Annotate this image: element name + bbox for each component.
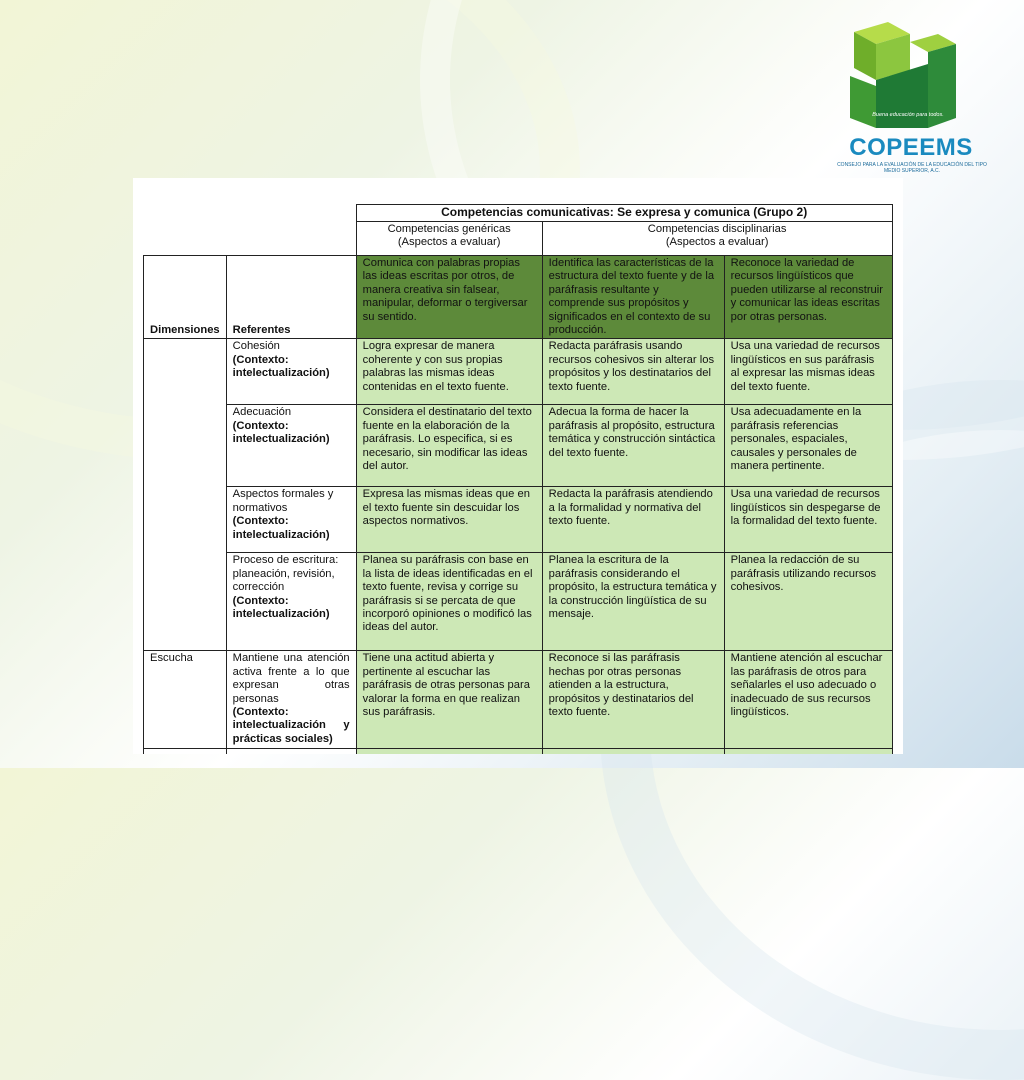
table-title: Competencias comunicativas: Se expresa y comunica (Grupo 2) xyxy=(356,205,892,222)
generic-cell: Tiene una actitud abierta y pertinente al escuchar las paráfrasis de otras personas para valorar la forma en que realizan sus paráfrasis. xyxy=(356,651,542,749)
referente-name: Cohesión xyxy=(232,340,280,353)
referente-context: (Contexto: intelectualización y prácticas sociales) xyxy=(232,706,350,745)
referente-context: (Contexto: intelectualización) xyxy=(232,594,330,621)
table-row xyxy=(144,651,893,749)
logo-tagline: Buena educación para todos. xyxy=(872,112,944,118)
generic-cell: Expresa las mismas ideas que en el texto fuente sin descuidar los aspectos normativos. xyxy=(356,487,542,553)
competence-cell: Reconoce la variedad de recursos lingüísticos que pueden utilizarse al reconstruir y comunicar las ideas escritas por otras personas. xyxy=(724,256,892,339)
competencias-table xyxy=(143,204,893,754)
dimension-cell xyxy=(144,339,227,651)
disciplinary-cell: Planea la redacción de su paráfrasis utilizando recursos cohesivos. xyxy=(724,553,892,651)
referente-context: (Contexto: intelectualización) xyxy=(232,353,330,380)
referente-name: Aspectos formales y normativos xyxy=(232,488,334,514)
disciplinary-cell: Reconoce si las paráfrasis hechas por otras personas atienden a la estructura, propósitos y destinatarios del texto fuente. xyxy=(542,651,724,749)
disciplinary-cell: Mantiene atención al escuchar las paráfrasis de otros para señalarles el uso adecuado o inadecuado de sus recursos lingüísticos. xyxy=(724,651,892,749)
table-row xyxy=(144,405,893,487)
table-row xyxy=(144,749,893,754)
disciplinary-cell: Usa adecuadamente en la paráfrasis referencias personales, espaciales, causales y personales de manera pertinente. xyxy=(724,405,892,487)
dimensiones-header: Dimensiones xyxy=(144,256,227,339)
referente-name: Proceso de escritura: planeación, revisión, corrección xyxy=(232,554,339,594)
col-header-sub: (Aspectos a evaluar) xyxy=(397,236,501,249)
referente-cell xyxy=(226,553,356,651)
referente-cell xyxy=(226,651,356,749)
referentes-header: Referentes xyxy=(226,256,356,339)
referente-context: (Contexto: intelectualización) xyxy=(232,419,330,446)
col-header-sub: (Aspectos a evaluar) xyxy=(665,236,769,249)
dimension-cell: Escucha xyxy=(144,651,227,749)
referente-context: (Contexto: intelectualización) xyxy=(232,515,330,541)
table-row xyxy=(144,553,893,651)
logo-wordmark: COPEEMS xyxy=(849,134,973,161)
col-header-disciplinares xyxy=(542,222,892,256)
generic-cell: Considera el destinatario del texto fuente en la elaboración de la paráfrasis. Lo especifica, si es necesario, sin modificar las ideas del autor. xyxy=(356,405,542,487)
col-header-label: Competencias disciplinarias xyxy=(647,223,787,235)
disciplinary-cell: Usa una variedad de recursos lingüísticos en sus paráfrasis al expresar las mismas ideas del texto fuente. xyxy=(724,339,892,405)
disciplinary-cell: Adecua la forma de hacer la paráfrasis al propósito, estructura temática y construcción sintáctica del texto fuente. xyxy=(542,405,724,487)
disciplinary-cell: Usa una variedad de recursos lingüísticos sin despegarse de la formalidad del texto fuente. xyxy=(724,487,892,553)
table-row xyxy=(144,487,893,553)
generic-cell: Planea su paráfrasis con base en la lista de ideas identificadas en el texto fuente, revisa y corrige su paráfrasis si se percata de que incorporó opiniones o modificó las ideas del autor. xyxy=(356,553,542,651)
col-header-genericas xyxy=(356,222,542,256)
table-row xyxy=(144,339,893,405)
referente-name: Adecuación xyxy=(232,406,292,419)
referente-cell xyxy=(226,339,356,405)
referente-name: Mantiene una atención activa frente a lo que expresan otras personas xyxy=(232,652,350,705)
referente-cell xyxy=(226,405,356,487)
copeems-logo xyxy=(826,20,996,180)
logo-subtitle: CONSEJO PARA LA EVALUACIÓN DE LA EDUCACIÓN DEL TIPO MEDIO SUPERIOR, A.C. xyxy=(837,162,987,174)
disciplinary-cell: Planea la escritura de la paráfrasis considerando el propósito, la estructura temática y la construcción lingüística de su mensaje. xyxy=(542,553,724,651)
referente-cell xyxy=(226,487,356,553)
col-header-label: Competencias genéricas xyxy=(387,223,511,235)
competence-cell: Comunica con palabras propias las ideas escritas por otros, de manera creativa sin falsear, manipular, deformar o tergiversar su sentido. xyxy=(356,256,542,339)
disciplinary-cell: Redacta paráfrasis usando recursos cohesivos sin alterar los propósitos y los destinatarios del texto fuente. xyxy=(542,339,724,405)
competence-cell: Identifica las características de la estructura del texto fuente y de la paráfrasis resultante y comprende sus propósitos y significados en el contexto de su producción. xyxy=(542,256,724,339)
disciplinary-cell: Redacta la paráfrasis atendiendo a la formalidad y normativa del texto fuente. xyxy=(542,487,724,553)
generic-cell: Logra expresar de manera coherente y con sus propias palabras las mismas ideas contenidas en el texto fuente. xyxy=(356,339,542,405)
document-image xyxy=(133,178,903,754)
